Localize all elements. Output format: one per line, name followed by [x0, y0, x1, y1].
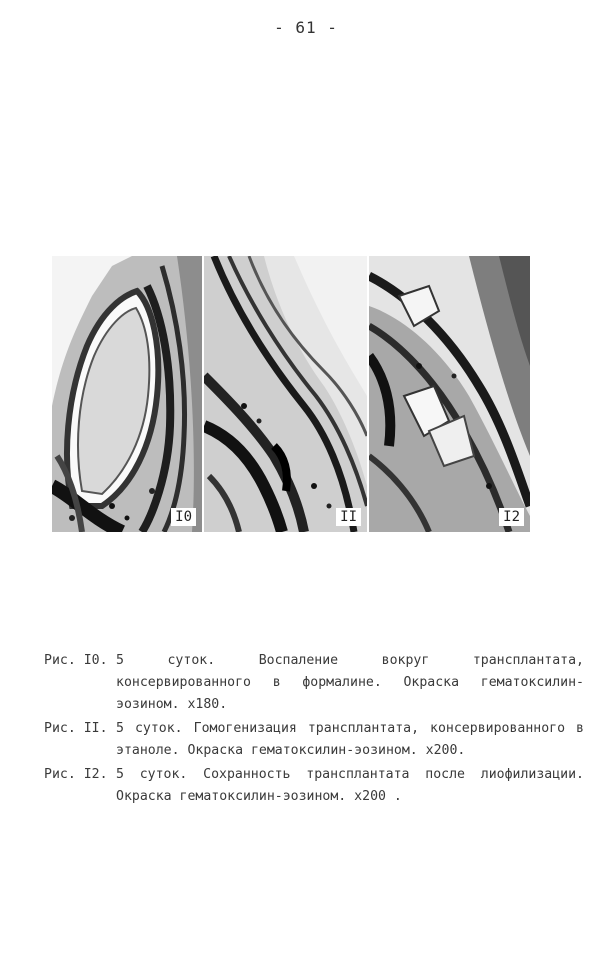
caption-text: 5 суток. Воспаление вокруг трансплантата, консервированного в формалине. Окраска гематоксилин-эозином. х180.	[116, 653, 584, 712]
caption-12	[44, 764, 584, 808]
figure-number-12: I2	[499, 508, 524, 526]
caption-10	[44, 650, 584, 716]
caption-label: Рис. I0.	[44, 653, 108, 668]
caption-label: Рис. I2.	[44, 767, 108, 782]
caption-label: Рис. II.	[44, 721, 108, 736]
caption-text: 5 суток. Гомогенизация трансплантата, консервированного в этаноле. Окраска гематоксилин-эозином. х200.	[116, 721, 584, 758]
figure-strip	[52, 256, 530, 532]
micrograph-11	[204, 256, 367, 532]
figure-captions	[44, 650, 584, 810]
caption-11	[44, 718, 584, 762]
figure-number-11: II	[336, 508, 361, 526]
micrograph-12	[369, 256, 530, 532]
caption-text: 5 суток. Сохранность трансплантата после лиофилизации. Окраска гематоксилин-эозином. х200 .	[116, 767, 584, 804]
figure-number-10: I0	[171, 508, 196, 526]
page-number: - 61 -	[274, 18, 338, 37]
micrograph-10	[52, 256, 202, 532]
